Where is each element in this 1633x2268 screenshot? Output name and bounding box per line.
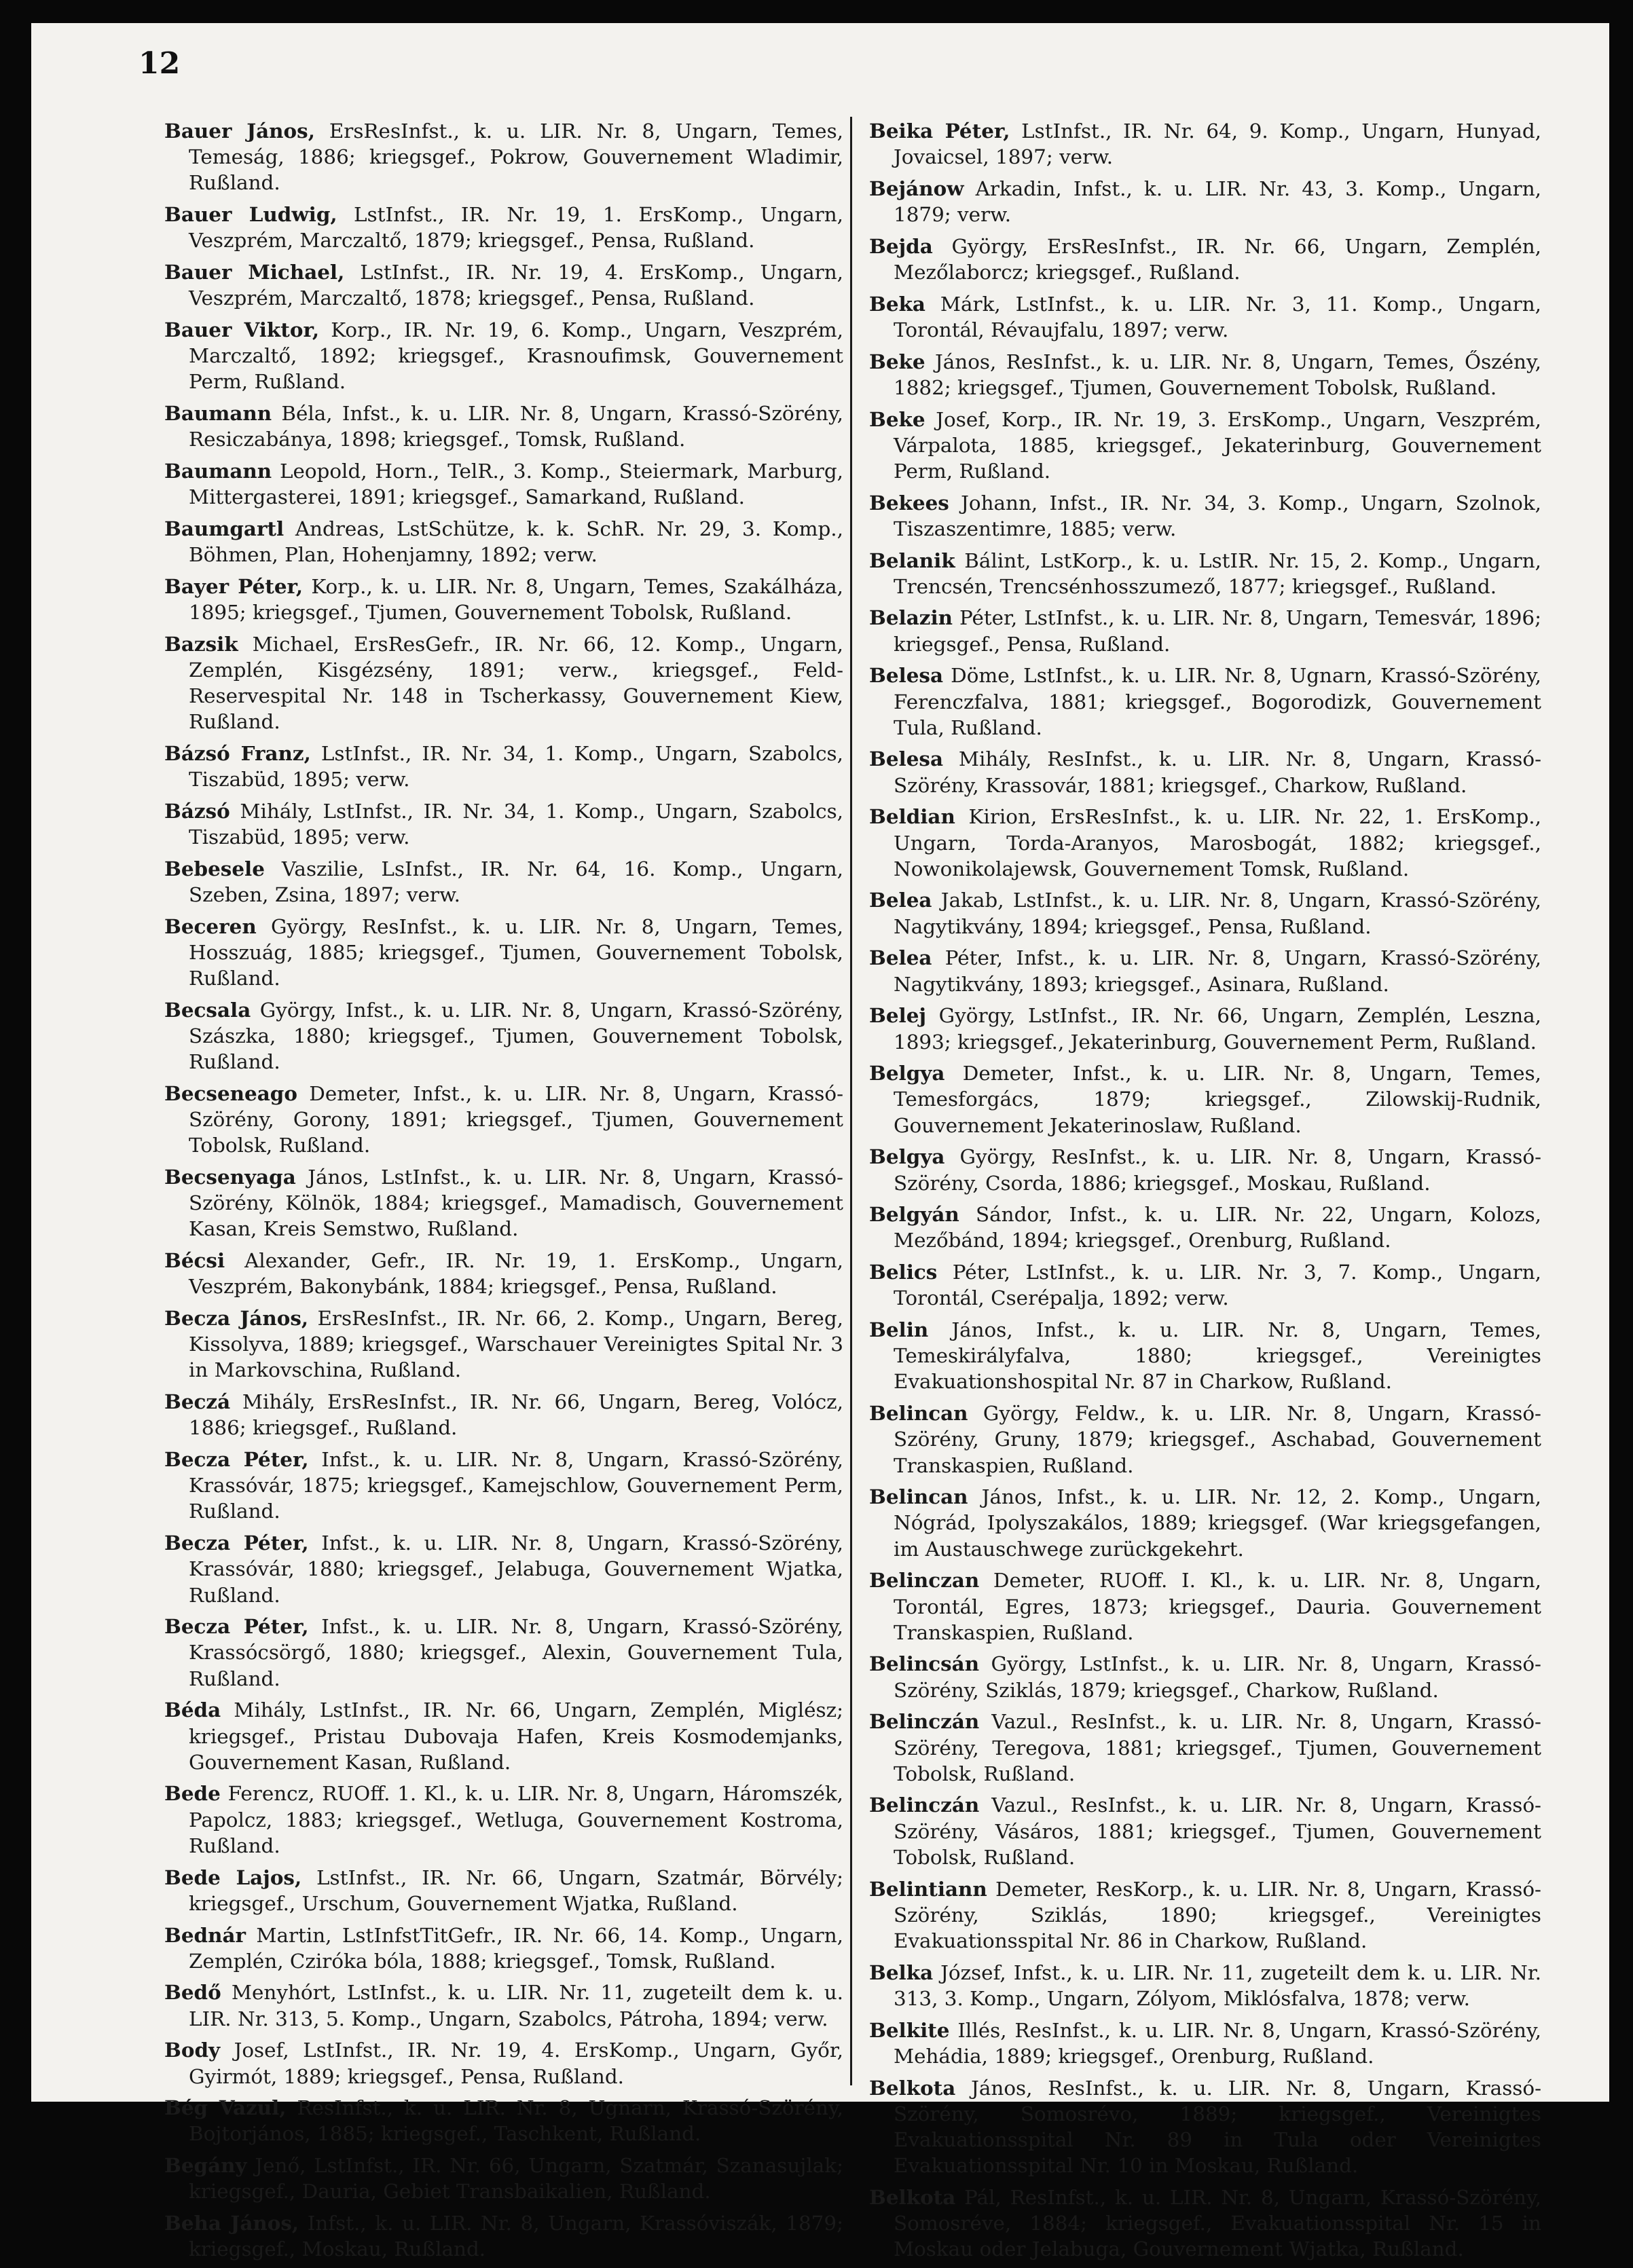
entry-text: György, ResInfst., k. u. LIR. Nr. 8, Ungarn, Temes, Hosszuág, 1885; kriegsgef., Tjumen, Gouvernement Tobolsk, Rußland. bbox=[189, 914, 843, 990]
entry-name: Bauer János, bbox=[164, 119, 315, 143]
entry-name: Bejda bbox=[869, 234, 933, 258]
entry-name: Beke bbox=[869, 349, 925, 373]
entry-text: Korp., IR. Nr. 19, 6. Komp., Ungarn, Veszprém, Marczaltő, 1892; kriegsgef., Krasnoufimsk, Gouvernement Perm, Rußland. bbox=[189, 318, 843, 394]
entry-name: Becza Péter, bbox=[164, 1447, 309, 1472]
entry-text: Mihály, ResInfst., k. u. LIR. Nr. 8, Ungarn, Krassó-Szörény, Krassovár, 1881; kriegsgef., Charkow, Rußland. bbox=[894, 747, 1541, 797]
entry-name: Bednár bbox=[164, 1922, 246, 1947]
list-entry bbox=[164, 1614, 843, 1692]
list-entry bbox=[869, 605, 1541, 656]
entry-name: Belkite bbox=[869, 2018, 950, 2042]
entry-text: Infst., k. u. LIR. Nr. 8, Ungarn, Krassó-Szörény, Krassóvár, 1875; kriegsgef., Kamejschlow, Gouvernement Perm, Rußland. bbox=[189, 1448, 843, 1523]
entry-text: LstInfst., IR. Nr. 66, Ungarn, Szatmár, Börvély; kriegsgef., Urschum, Gouvernement Wjatka, Rußland. bbox=[189, 1865, 843, 1915]
entry-name: Belej bbox=[869, 1003, 927, 1028]
document-page bbox=[31, 23, 1609, 2261]
entry-name: Bauer Viktor, bbox=[164, 317, 320, 341]
list-entry bbox=[164, 1922, 843, 1974]
entry-name: Baumann bbox=[164, 401, 272, 426]
entry-text: György, LstInfst., k. u. LIR. Nr. 8, Ungarn, Krassó-Szörény, Sziklás, 1879; kriegsgef., Charkow, Rußland. bbox=[894, 1652, 1541, 1702]
entry-name: Beke bbox=[869, 407, 925, 431]
list-entry bbox=[164, 317, 843, 395]
list-entry bbox=[869, 407, 1541, 485]
entry-text: Martin, LstInfstTitGefr., IR. Nr. 66, 14. Komp., Ungarn, Zemplén, Cziróka bóla, 1888; kriegsgef., Tomsk, Rußland. bbox=[189, 1923, 843, 1973]
entry-text: Demeter, ResKorp., k. u. LIR. Nr. 8, Ungarn, Krassó-Szörény, Sziklás, 1890; kriegsgef., Vereinigtes Evakuationsspital Nr. 86 in Charkow, Rußland. bbox=[894, 1877, 1541, 1952]
entry-name: Bázsó bbox=[164, 798, 230, 823]
list-entry bbox=[869, 1259, 1541, 1311]
entry-name: Bauer Ludwig, bbox=[164, 202, 337, 227]
list-entry bbox=[869, 887, 1541, 939]
entry-name: Belintiann bbox=[869, 1876, 987, 1901]
entry-name: Belazin bbox=[869, 606, 953, 630]
entry-name: Belkota bbox=[869, 2185, 956, 2209]
entry-name: Belea bbox=[869, 888, 932, 912]
entry-text: LstInfst., IR. Nr. 64, 9. Komp., Ungarn, Hunyad, Jovaicsel, 1897; verw. bbox=[894, 119, 1541, 169]
entry-name: Bayer Péter, bbox=[164, 574, 304, 598]
list-entry bbox=[869, 804, 1541, 882]
entry-text: LstInfst., IR. Nr. 19, 4. ErsKomp., Ungarn, Veszprém, Marczaltő, 1878; kriegsgef., Pensa, Rußland. bbox=[189, 261, 843, 310]
list-entry bbox=[869, 1144, 1541, 1195]
entry-name: Béda bbox=[164, 1698, 221, 1722]
entry-name: Belincan bbox=[869, 1401, 968, 1426]
entry-name: Belincan bbox=[869, 1485, 968, 1509]
list-entry bbox=[869, 490, 1541, 542]
entry-text: Josef, Korp., IR. Nr. 19, 3. ErsKomp., Ungarn, Veszprém, Várpalota, 1885, kriegsgef., Jekaterinburg, Gouvernement Perm, Rußland. bbox=[894, 407, 1541, 483]
entry-name: Bazsik bbox=[164, 631, 238, 656]
list-entry bbox=[869, 118, 1541, 170]
entry-text: János, LstInfst., k. u. LIR. Nr. 8, Ungarn, Krassó-Szörény, Kölnök, 1884; kriegsgef., Mamadisch, Gouvernement Kasan, Kreis Semstwo, Rußland. bbox=[189, 1166, 843, 1241]
entry-name: Beldian bbox=[869, 804, 955, 829]
entry-text: ErsResInfst., k. u. LIR. Nr. 8, Ungarn, Temes, Temeság, 1886; kriegsgef., Pokrow, Gouvernement Wladimir, Rußland. bbox=[189, 119, 843, 195]
entry-text: János, ResInfst., k. u. LIR. Nr. 8, Ungarn, Krassó-Szörény, Somosrévo, 1889; kriegsgef., Vereinigtes Evakuationsspital Nr. 89 in Tula oder Vereinigtes Evakuationsspital Nr. 10 in Moskau, Rußland. bbox=[894, 2076, 1541, 2178]
entry-text: János, Infst., k. u. LIR. Nr. 12, 2. Komp., Ungarn, Nógrád, Ipolyszakálos, 1889; kriegsgef. (War kriegsgefangen, im Austauschwege zurückgekehrt. bbox=[894, 1485, 1541, 1561]
entry-text: Kirion, ErsResInfst., k. u. LIR. Nr. 22, 1. ErsKomp., Ungarn, Torda-Aranyos, Marosbogát, 1882; kriegsgef., Nowonikolajewsk, Gouvernement Tomsk, Rußland. bbox=[894, 805, 1541, 880]
list-entry bbox=[869, 945, 1541, 997]
entry-text: Alexander, Gefr., IR. Nr. 19, 1. ErsKomp., Ungarn, Veszprém, Bakonybánk, 1884; kriegsgef., Pensa, Rußland. bbox=[189, 1249, 843, 1299]
entry-name: Begány bbox=[164, 2153, 247, 2178]
entry-text: Sándor, Infst., k. u. LIR. Nr. 22, Ungarn, Kolozs, Mezőbánd, 1894; kriegsgef., Orenburg, Rußland. bbox=[894, 1203, 1541, 1252]
entry-text: János, Infst., k. u. LIR. Nr. 8, Ungarn, Temes, Temeskirályfalva, 1880; kriegsgef., Vereinigtes Evakuationshospital Nr. 87 in Charkow, Rußland. bbox=[894, 1318, 1541, 1394]
list-entry bbox=[869, 1484, 1541, 1562]
entry-text: Mihály, LstInfst., IR. Nr. 34, 1. Komp., Ungarn, Szabolcs, Tiszabüd, 1895; verw. bbox=[189, 799, 843, 849]
right-column bbox=[869, 118, 1541, 2268]
entry-text: József, Infst., k. u. LIR. Nr. 11, zugeteilt dem k. u. LIR. Nr. 313, 3. Komp., Ungarn, Zólyom, Miklósfalva, 1878; verw. bbox=[894, 1960, 1541, 2010]
list-entry bbox=[164, 741, 843, 792]
list-entry bbox=[164, 1081, 843, 1159]
list-entry bbox=[869, 291, 1541, 343]
entry-name: Baumgartl bbox=[164, 516, 285, 540]
list-entry bbox=[164, 202, 843, 253]
list-entry bbox=[869, 1709, 1541, 1787]
list-entry bbox=[164, 2153, 843, 2204]
entry-name: Bejánow bbox=[869, 176, 964, 200]
list-entry bbox=[869, 349, 1541, 401]
entry-name: Becsala bbox=[164, 997, 251, 1022]
entry-text: Pál, ResInfst., k. u. LIR. Nr. 8, Ungarn, Krassó-Szörény, Somosréve, 1884; kriegsgef., Evakuationsspital Nr. 15 in Moskau oder Jelabuga, Gouvernement Wjatka, Rußland. bbox=[894, 2185, 1541, 2261]
entry-text: Jakab, LstInfst., k. u. LIR. Nr. 8, Ungarn, Krassó-Szörény, Nagytikvány, 1894; kriegsgef., Pensa, Rußland. bbox=[894, 889, 1541, 938]
list-entry bbox=[164, 458, 843, 510]
list-entry bbox=[164, 914, 843, 992]
list-entry bbox=[869, 1792, 1541, 1870]
entry-name: Belinczan bbox=[869, 1568, 980, 1593]
list-entry bbox=[164, 1697, 843, 1775]
entry-text: Johann, Infst., IR. Nr. 34, 3. Komp., Ungarn, Szolnok, Tiszaszentimre, 1885; verw. bbox=[894, 491, 1541, 540]
entry-name: Beceren bbox=[164, 914, 257, 938]
entry-text: Bálint, LstKorp., k. u. LstIR. Nr. 15, 2. Komp., Ungarn, Trencsén, Trencsénhosszumező, 1877; kriegsgef., Rußland. bbox=[894, 549, 1541, 598]
entry-text: Vaszilie, LsInfst., IR. Nr. 64, 16. Komp., Ungarn, Szeben, Zsina, 1897; verw. bbox=[189, 857, 843, 906]
list-entry bbox=[869, 1960, 1541, 2011]
list-entry bbox=[164, 118, 843, 196]
entry-text: Infst., k. u. LIR. Nr. 8, Ungarn, Krassó-Szörény, Krassócsörgő, 1880; kriegsgef., Alexin, Gouvernement Tula, Rußland. bbox=[189, 1615, 843, 1690]
entry-text: Demeter, RUOff. I. Kl., k. u. LIR. Nr. 8, Ungarn, Torontál, Egres, 1873; kriegsgef., Dauria. Gouvernement Transkaspien, Rußland. bbox=[894, 1569, 1541, 1644]
list-entry bbox=[869, 1202, 1541, 1253]
entry-text: Döme, LstInfst., k. u. LIR. Nr. 8, Ugnarn, Krassó-Szörény, Ferenczfalva, 1881; kriegsgef., Bogorodizk, Gouvernement Tula, Rußland. bbox=[894, 664, 1541, 739]
entry-text: János, ResInfst., k. u. LIR. Nr. 8, Ungarn, Temes, Őszény, 1882; kriegsgef., Tjumen, Gouvernement Tobolsk, Rußland. bbox=[894, 350, 1541, 399]
list-entry bbox=[164, 1530, 843, 1608]
entry-name: Baumann bbox=[164, 458, 272, 483]
entry-text: Infst., k. u. LIR. Nr. 8, Ungarn, Krassóviszák, 1879; kriegsgef., Moskau, Rußland. bbox=[189, 2212, 843, 2261]
list-entry bbox=[164, 1447, 843, 1525]
entry-name: Bécsi bbox=[164, 1248, 225, 1273]
entry-text: Infst., k. u. LIR. Nr. 8, Ungarn, Krassó-Szörény, Krassóvár, 1880; kriegsgef., Jelabuga, Gouvernement Wjatka, Rußland. bbox=[189, 1531, 843, 1607]
entry-text: LstInfst., IR. Nr. 19, 1. ErsKomp., Ungarn, Veszprém, Marczaltő, 1879; kriegsgef., Pensa, Rußland. bbox=[189, 203, 843, 253]
list-entry bbox=[164, 1164, 843, 1242]
entry-name: Beka bbox=[869, 291, 925, 316]
list-entry bbox=[869, 548, 1541, 599]
list-entry bbox=[164, 1781, 843, 1859]
entry-text: Vazul., ResInfst., k. u. LIR. Nr. 8, Ungarn, Krassó-Szörény, Teregova, 1881; kriegsgef., Tjumen, Gouvernement Tobolsk, Rußland. bbox=[894, 1710, 1541, 1785]
entry-name: Becsenyaga bbox=[164, 1165, 296, 1189]
entry-name: Becseneago bbox=[164, 1081, 297, 1105]
entry-text: Demeter, Infst., k. u. LIR. Nr. 8, Ungarn, Krassó-Szörény, Gorony, 1891; kriegsgef., Tjumen, Gouvernement Tobolsk, Rußland. bbox=[189, 1081, 843, 1157]
entry-text: György, Feldw., k. u. LIR. Nr. 8, Ungarn, Krassó-Szörény, Gruny, 1879; kriegsgef., Aschabad, Gouvernement Transkaspien, Rußland. bbox=[894, 1402, 1541, 1477]
entry-text: ResInfst., k. u. LIR. Nr. 8, Ugnarn, Krassó-Szörény, Bojtorjános, 1885; kriegsgef., Taschkent, Rußland. bbox=[189, 2096, 843, 2146]
list-entry bbox=[869, 746, 1541, 798]
list-entry bbox=[869, 1400, 1541, 1479]
entry-name: Belgyán bbox=[869, 1202, 959, 1227]
list-entry bbox=[164, 2095, 843, 2146]
list-entry bbox=[164, 1865, 843, 1916]
list-entry bbox=[164, 1248, 843, 1299]
entry-text: Mihály, ErsResInfst., IR. Nr. 66, Ungarn, Bereg, Volócz, 1886; kriegsgef., Rußland. bbox=[189, 1390, 843, 1440]
entry-name: Bedő bbox=[164, 1980, 221, 2005]
entry-name: Bede Lajos, bbox=[164, 1865, 302, 1889]
list-entry bbox=[164, 259, 843, 311]
entry-name: Belesa bbox=[869, 663, 943, 688]
entry-name: Body bbox=[164, 2038, 221, 2062]
entry-name: Belgya bbox=[869, 1061, 945, 1085]
list-entry bbox=[869, 663, 1541, 741]
list-entry bbox=[164, 2210, 843, 2262]
list-entry bbox=[869, 2075, 1541, 2179]
entry-name: Beha János, bbox=[164, 2211, 299, 2235]
entry-text: Arkadin, Infst., k. u. LIR. Nr. 43, 3. Komp., Ungarn, 1879; verw. bbox=[894, 176, 1541, 227]
entry-name: Belics bbox=[869, 1260, 938, 1284]
entry-text: LstInfst., IR. Nr. 34, 1. Komp., Ungarn, Szabolcs, Tiszabüd, 1895; verw. bbox=[189, 741, 843, 792]
list-entry bbox=[869, 1567, 1541, 1646]
entry-name: Becza Péter, bbox=[164, 1531, 309, 1555]
list-entry bbox=[869, 234, 1541, 285]
entry-text: Péter, Infst., k. u. LIR. Nr. 8, Ungarn, Krassó-Szörény, Nagytikvány, 1893; kriegsgef., Asinara, Rußland. bbox=[894, 946, 1541, 996]
entry-name: Beczá bbox=[164, 1390, 231, 1414]
list-entry bbox=[869, 2018, 1541, 2069]
entry-text: György, ErsResInfst., IR. Nr. 66, Ungarn, Zemplén, Mezőlaborcz; kriegsgef., Rußland. bbox=[894, 234, 1541, 284]
list-entry bbox=[869, 1003, 1541, 1054]
entry-name: Belanik bbox=[869, 548, 955, 572]
entry-name: Bég Vazul, bbox=[164, 2096, 287, 2120]
entry-name: Bebesele bbox=[164, 856, 265, 880]
list-entry bbox=[164, 1305, 843, 1383]
entry-text: Korp., k. u. LIR. Nr. 8, Ungarn, Temes, Szakálháza, 1895; kriegsgef., Tjumen, Gouvernement Tobolsk, Rußland. bbox=[189, 574, 843, 624]
entry-text: György, Infst., k. u. LIR. Nr. 8, Ungarn, Krassó-Szörény, Szászka, 1880; kriegsgef., Tjumen, Gouvernement Tobolsk, Rußland. bbox=[189, 998, 843, 1074]
entry-name: Bekees bbox=[869, 490, 949, 515]
entry-name: Bede bbox=[164, 1781, 221, 1806]
entry-text: ErsResInfst., IR. Nr. 66, 2. Komp., Ungarn, Bereg, Kissolyva, 1889; kriegsgef., Warschauer Vereinigtes Spital Nr. 3 in Markovschina, Rußland. bbox=[189, 1307, 843, 1382]
list-entry bbox=[164, 997, 843, 1075]
entry-text: Béla, Infst., k. u. LIR. Nr. 8, Ungarn, Krassó-Szörény, Resiczabánya, 1898; kriegsgef., Tomsk, Rußland. bbox=[189, 402, 843, 451]
page-number: 12 bbox=[139, 46, 181, 81]
list-entry bbox=[164, 856, 843, 908]
list-entry bbox=[164, 1979, 843, 2031]
entry-text: György, LstInfst., IR. Nr. 66, Ungarn, Zemplén, Leszna, 1893; kriegsgef., Jekaterinburg, Gouvernement Perm, Rußland. bbox=[894, 1004, 1541, 1054]
entry-text: Menyhórt, LstInfst., k. u. LIR. Nr. 11, zugeteilt dem k. u. LIR. Nr. 313, 5. Komp., Ungarn, Szabolcs, Pátroha, 1894; verw. bbox=[189, 1981, 843, 2030]
entry-text: György, ResInfst., k. u. LIR. Nr. 8, Ungarn, Krassó-Szörény, Csorda, 1886; kriegsgef., Moskau, Rußland. bbox=[894, 1145, 1541, 1195]
list-entry bbox=[164, 574, 843, 625]
entry-text: Vazul., ResInfst., k. u. LIR. Nr. 8, Ungarn, Krassó-Szörény, Vásáros, 1881; kriegsgef., Tjumen, Gouvernement Tobolsk, Rußland. bbox=[894, 1793, 1541, 1869]
list-entry bbox=[869, 1060, 1541, 1138]
entry-text: Andreas, LstSchütze, k. k. SchR. Nr. 29, 3. Komp., Böhmen, Plan, Hohenjamny, 1892; verw. bbox=[189, 517, 843, 567]
list-entry bbox=[869, 2185, 1541, 2263]
entry-text: Michael, ErsResGefr., IR. Nr. 66, 12. Komp., Ungarn, Zemplén, Kisgézsény, 1891; verw., kriegsgef., Feld-Reservespital Nr. 148 in Tscherkassy, Gouvernement Kiew, Rußland. bbox=[189, 632, 843, 734]
entry-name: Bázsó Franz, bbox=[164, 741, 311, 765]
list-entry bbox=[869, 176, 1541, 227]
list-entry bbox=[869, 1651, 1541, 1703]
entry-text: Ferencz, RUOff. 1. Kl., k. u. LIR. Nr. 8, Ungarn, Háromszék, Papolcz, 1883; kriegsgef., Wetluga, Gouvernement Kostroma, Rußland. bbox=[189, 1782, 843, 1857]
list-entry bbox=[164, 798, 843, 850]
entry-name: Bauer Michael, bbox=[164, 260, 345, 284]
list-entry bbox=[164, 2037, 843, 2089]
entry-name: Beika Péter, bbox=[869, 119, 1010, 143]
entry-text: Márk, LstInfst., k. u. LIR. Nr. 3, 11. Komp., Ungarn, Torontál, Révaujfalu, 1897; verw. bbox=[894, 292, 1541, 341]
column-divider bbox=[850, 117, 852, 2085]
entry-text: Josef, LstInfst., IR. Nr. 19, 4. ErsKomp., Ungarn, Győr, Gyirmót, 1889; kriegsgef., Pensa, Rußland. bbox=[189, 2039, 843, 2088]
entry-text: Demeter, Infst., k. u. LIR. Nr. 8, Ungarn, Temes, Temesforgács, 1879; kriegsgef., Zilowskij-Rudnik, Gouvernement Jekaterinoslaw, Rußland. bbox=[894, 1062, 1541, 1137]
entry-text: Leopold, Horn., TelR., 3. Komp., Steiermark, Marburg, Mittergasterei, 1891; kriegsgef., Samarkand, Rußland. bbox=[189, 459, 843, 509]
left-column bbox=[164, 118, 843, 2268]
entry-text: Jenő, LstInfst., IR. Nr. 66, Ungarn, Szatmár, Szanasujlak; kriegsgef., Dauria, Gebiet Transbaikalien, Rußland. bbox=[189, 2154, 843, 2204]
entry-name: Belin bbox=[869, 1318, 929, 1342]
entry-name: Belinczán bbox=[869, 1709, 980, 1734]
entry-name: Belkota bbox=[869, 2075, 956, 2100]
list-entry bbox=[164, 1389, 843, 1440]
list-entry bbox=[164, 401, 843, 452]
entry-text: Mihály, LstInfst., IR. Nr. 66, Ungarn, Zemplén, Miglész; kriegsgef., Pristau Dubovaja Hafen, Kreis Kosmodemjanks, Gouvernement Kasan, Rußland. bbox=[189, 1698, 843, 1774]
entry-name: Becza Péter, bbox=[164, 1614, 309, 1639]
entry-name: Belesa bbox=[869, 747, 943, 771]
entry-name: Belgya bbox=[869, 1145, 945, 1169]
list-entry bbox=[164, 516, 843, 568]
entry-name: Belinczán bbox=[869, 1793, 980, 1817]
entry-text: Péter, LstInfst., k. u. LIR. Nr. 8, Ungarn, Temesvár, 1896; kriegsgef., Pensa, Rußland. bbox=[894, 606, 1541, 656]
entry-name: Belka bbox=[869, 1960, 934, 1984]
list-entry bbox=[869, 1876, 1541, 1954]
entry-name: Belincsán bbox=[869, 1652, 980, 1676]
entry-text: Illés, ResInfst., k. u. LIR. Nr. 8, Ungarn, Krassó-Szörény, Mehádia, 1889; kriegsgef., Orenburg, Rußland. bbox=[894, 2018, 1541, 2068]
entry-name: Becza János, bbox=[164, 1306, 309, 1331]
entry-text: Péter, LstInfst., k. u. LIR. Nr. 3, 7. Komp., Ungarn, Torontál, Cserépalja, 1892; verw. bbox=[894, 1261, 1541, 1310]
list-entry bbox=[869, 1317, 1541, 1395]
list-entry bbox=[164, 631, 843, 735]
entry-name: Belea bbox=[869, 946, 932, 970]
